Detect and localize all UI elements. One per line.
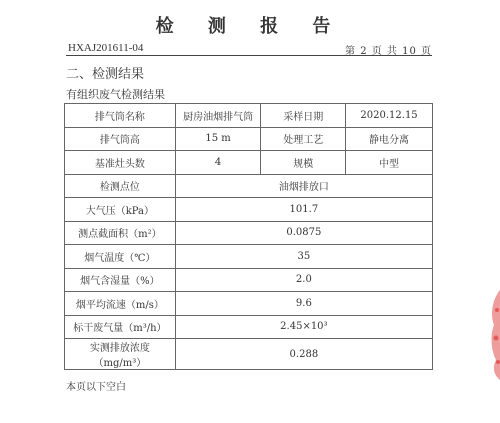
table-cell-label: 大气压（kPa）: [65, 198, 176, 222]
table-cell-value: 9.6: [175, 292, 432, 316]
report-title: 检 测 报 告: [155, 16, 345, 37]
table-cell-value: 101.7: [175, 198, 432, 222]
table-cell-value: 0.288: [175, 339, 432, 370]
table-cell-label: 检测点位: [65, 174, 176, 198]
table-cell-label: 实测排放浓度（mg/m³）: [65, 339, 176, 370]
subsection-title: 有组织废气检测结果: [66, 88, 165, 101]
table-row: [65, 221, 433, 245]
page-indicator: 第 2 页 共 10 页: [345, 46, 432, 57]
stamp-edge-icon: [488, 290, 500, 380]
table-cell-label: 测点截面积（m²）: [65, 221, 176, 245]
table-cell-label: 排气筒高: [65, 127, 176, 151]
table-cell-value: 0.0875: [175, 221, 432, 245]
header-divider: [66, 55, 432, 56]
table-cell-value: 4: [175, 151, 261, 175]
table-row: [65, 198, 433, 222]
table-cell-label: 烟平均流速（m/s）: [65, 292, 176, 316]
table-row: [65, 315, 433, 339]
blank-below-note: 本页以下空白: [66, 382, 126, 393]
table-cell-label: 烟气温度（℃）: [65, 245, 176, 269]
table-cell-value: 15 m: [175, 127, 261, 151]
table-cell-label: 标干废气量（m³/h）: [65, 315, 176, 339]
table-cell-value: 厨房油烟排气筒: [175, 104, 261, 128]
table-cell-value: 中型: [346, 151, 433, 175]
table-cell-value: 静电分离: [346, 127, 433, 151]
table-cell-value: 2.0: [175, 268, 432, 292]
table-row: [65, 292, 433, 316]
table-cell-value: 2020.12.15: [346, 104, 433, 128]
table-cell-label: 处理工艺: [261, 127, 346, 151]
table-row: [65, 127, 433, 151]
table-cell-value: 2.45×10³: [175, 315, 432, 339]
table-row: [65, 268, 433, 292]
table-row: [65, 174, 433, 198]
table-cell-value: 35: [175, 245, 432, 269]
table-row: [65, 339, 433, 370]
table-cell-label: 采样日期: [261, 104, 346, 128]
section-title: 二、检测结果: [66, 67, 145, 82]
emission-results-table: [64, 103, 433, 370]
table-row: [65, 151, 433, 175]
table-cell-label: 基准灶头数: [65, 151, 176, 175]
table-row: [65, 245, 433, 269]
report-number: HXAJ201611-04: [68, 42, 144, 54]
table-row: [65, 104, 433, 128]
table-cell-value: 油烟排放口: [175, 174, 432, 198]
table-cell-label: 规模: [261, 151, 346, 175]
table-cell-label: 排气筒名称: [65, 104, 176, 128]
table-cell-label: 烟气含湿量（%）: [65, 268, 176, 292]
